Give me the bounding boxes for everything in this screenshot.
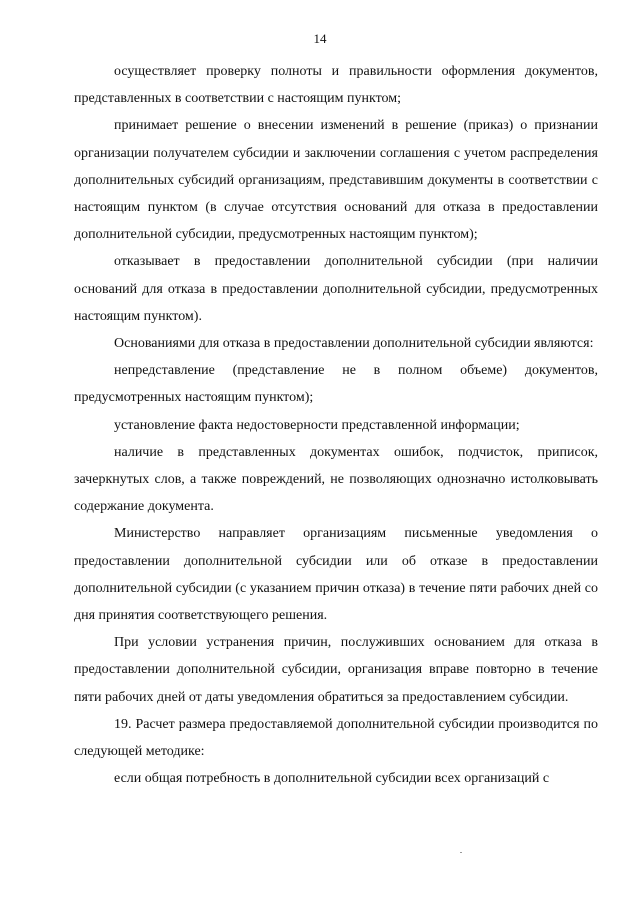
paragraph-verification: осуществляет проверку полноты и правильности оформления документов, представленных в соответствии с настоящим пунктом; [74, 64, 598, 107]
page-number: 14 [313, 31, 327, 46]
paragraph-ground-unreliable-info: установление факта недостоверности представленной информации; [114, 417, 520, 433]
paragraph-calculation-method: 19. Расчет размера предоставляемой дополнительной субсидии производится по следующей методике: [74, 716, 598, 760]
document-body [74, 58, 598, 792]
paragraph-ministry-notification: Министерство направляет организациям письменные уведомления о предоставлении дополнительной субсидии или об отказе в предоставлении дополнительной субсидии (с указанием причин отказа) в течение пяти рабочих дней со дня принятия соответствующего решения. [74, 526, 598, 624]
paragraph-grounds-heading: Основаниями для отказа в предоставлении дополнительной субсидии являются: [114, 336, 594, 352]
paragraph-ground-nonsubmission: непредставление (представление не в полном объеме) документов, предусмотренных настоящим пунктом); [74, 363, 598, 406]
paragraph-resubmission: При условии устранения причин, послуживших основанием для отказа в предоставлении дополнительной субсидии, организация вправе повторно в течение пяти рабочих дней от даты уведомления обратиться за предоставлением субсидии. [74, 635, 598, 705]
scan-artifact [460, 852, 462, 853]
paragraph-ground-errors: наличие в представленных документах ошибок, подчисток, приписок, зачеркнутых слов, а также повреждений, не позволяющих однозначно истолковывать содержание документа. [74, 444, 598, 515]
paragraph-refusal: отказывает в предоставлении дополнительной субсидии (при наличии оснований для отказа в предоставлении дополнительной субсидии, предусмотренных настоящим пунктом). [74, 254, 598, 324]
paragraph-decision-amendment: принимает решение о внесении изменений в решение (приказ) о признании организации получателем субсидии и заключении соглашения с учетом распределения дополнительных субсидий организациям, представившим документы в соответствии с настоящим пунктом (в случае отсутствия оснований для отказа в предоставлении дополнительной субсидии, предусмотренных настоящим пунктом); [74, 118, 598, 243]
paragraph-total-need: если общая потребность в дополнительной субсидии всех организаций с [114, 771, 550, 787]
